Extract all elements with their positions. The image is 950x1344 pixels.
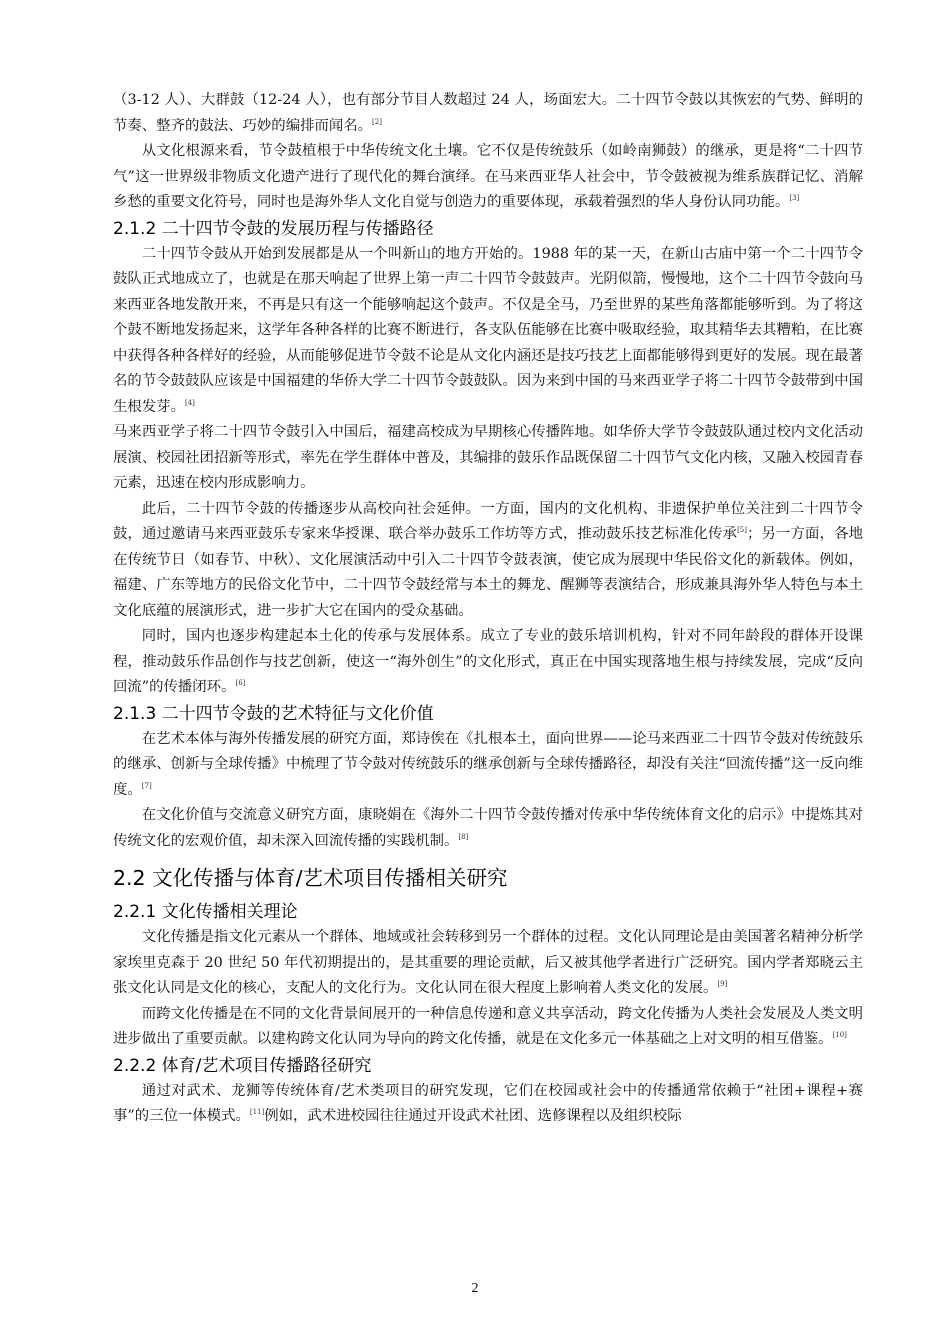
paragraph-text: 例如，武术进校园往往通过开设武术社团、选修课程以及组织校际 bbox=[264, 1108, 682, 1124]
citation-marker[interactable]: [7] bbox=[141, 781, 152, 790]
citation-marker[interactable]: [9] bbox=[717, 980, 728, 988]
paragraph-text: ；另一方面，各地在传统节日（如春节、中秋）、文化展演活动中引入二十四节令鼓表演，使它成为展现中华民俗文化的新载体。例如，福建、广东等地方的民俗文化节中，二十四节令鼓经常与本土的舞龙、醒狮等表演结合，形成兼具海外华人特色与本土文化底蕴的展演形式，进一步扩大它在国内的受众基础。 bbox=[113, 526, 863, 619]
heading-2-2: 2.2 文化传播与体育/艺术项目传播相关研究 bbox=[113, 866, 508, 890]
paragraph-10 bbox=[113, 1002, 863, 1053]
paragraph-text: 文化传播是指文化元素从一个群体、地域或社会转移到另一个群体的过程。文化认同理论是由美国著名精神分析学家埃里克森于 20 世纪 50 年代初期提出的，是其重要的理论贡献，后又被其他学者进行广泛研究。国内学者郑晓云主张文化认同是文化的核心，支配人的文化行为。文化认同在很大程度上影响着人类文化的发展。 bbox=[113, 929, 863, 996]
paragraph-text: 马来西亚学子将二十四节令鼓引入中国后，福建高校成为早期核心传播阵地。如华侨大学节令鼓鼓队通过校内文化活动展演、校园社团招新等形式，率先在学生群体中普及，其编排的鼓乐作品既保留二十四节气文化内核，又融入校园青春元素，迅速在校内形成影响力。 bbox=[113, 424, 863, 491]
citation-marker[interactable]: [10] bbox=[832, 1031, 847, 1039]
paragraph-text: 此后，二十四节令鼓的传播逐步从高校向社会延伸。一方面，国内的文化机构、非遗保护单位关注到二十四节令鼓，通过邀请马来西亚鼓乐专家来华授课、联合举办鼓乐工作坊等方式，推动鼓乐技艺标准化传承 bbox=[113, 500, 863, 542]
paragraph-3 bbox=[113, 242, 863, 421]
citation-marker[interactable]: [11] bbox=[249, 1108, 265, 1116]
paragraph-text: 在艺术本体与海外传播发展的研究方面，郑诗俟在《扎根本土，面向世界——论马来西亚二十四节令鼓对传统鼓乐的继承、创新与全球传播》中梳理了节令鼓对传统鼓乐的继承创新与全球传播路径，却没有关注“回流传播”这一反向维度。 bbox=[113, 730, 863, 798]
paragraph-5 bbox=[113, 497, 863, 625]
citation-marker[interactable]: [5] bbox=[737, 526, 747, 534]
paragraph-text: 二十四节令鼓从开始到发展都是从一个叫新山的地方开始的。1988 年的某一天，在新山古庙中第一个二十四节令鼓队正式地成立了，也就是在那天响起了世界上第一声二十四节令鼓鼓声。光阴似箭，慢慢地，这个二十四节令鼓向马来西亚各地发散开来，不再是只有这一个能够响起这个鼓声。不仅是全马，乃至世界的某些角落都能够听到。为了将这个鼓不断地发扬起来，这学年各种各样的比赛不断进行，各支队伍能够在比赛中吸取经验，取其精华去其糟粕，在比赛中获得各种各样好的经验，从而能够促进节令鼓不论是从文化内涵还是技巧技艺上面都能够得到更好的发展。现在最著名的节令鼓鼓队应该是中国福建的华侨大学二十四节令鼓鼓队。因为来到中国的马来西亚学子将二十四节令鼓带到中国生根发芽。 bbox=[113, 245, 863, 415]
paragraph-2 bbox=[113, 139, 863, 216]
body-text bbox=[113, 88, 863, 1130]
paragraph-6 bbox=[113, 624, 863, 701]
citation-marker[interactable]: [8] bbox=[458, 832, 469, 841]
heading-2-2-1: 2.2.1 文化传播相关理论 bbox=[113, 902, 298, 922]
paragraph-text: 通过对武术、龙狮等传统体育/艺术类项目的研究发现，它们在校园或社会中的传播通常依赖于“社团+课程+赛事”的三位一体模式。 bbox=[113, 1082, 863, 1124]
paragraph-1 bbox=[113, 88, 863, 139]
citation-marker[interactable]: [4] bbox=[184, 398, 195, 407]
page-number: 2 bbox=[471, 1281, 479, 1296]
paragraph-8 bbox=[113, 803, 863, 854]
citation-marker[interactable]: [2] bbox=[372, 117, 382, 126]
citation-marker[interactable]: [3] bbox=[789, 194, 800, 202]
heading-2-2-2: 2.2.2 体育/艺术项目传播路径研究 bbox=[113, 1055, 372, 1076]
paragraph-9 bbox=[113, 925, 863, 1002]
heading-2-1-3: 2.1.3 二十四节令鼓的艺术特征与文化价值 bbox=[113, 703, 434, 724]
citation-marker[interactable]: [6] bbox=[235, 679, 246, 687]
paragraph-7 bbox=[113, 727, 863, 804]
paragraph-text: 在文化价值与交流意义研究方面，康晓娟在《海外二十四节令鼓传播对传承中华传统体育文化的启示》中提炼其对传统文化的宏观价值，却未深入回流传播的实践机制。 bbox=[113, 807, 863, 849]
paragraph-text: （3-12 人）、大群鼓（12-24 人），也有部分节目人数超过 24 人，场面宏大。二十四节令鼓以其恢宏的气势、鲜明的节奏、整齐的鼓法、巧妙的编排而闻名。 bbox=[113, 92, 863, 134]
paragraph-text: 从文化根源来看，节令鼓植根于中华传统文化土壤。它不仅是传统鼓乐（如岭南狮鼓）的继承，更是将“二十四节气”这一世界级非物质文化遗产进行了现代化的舞台演绎。在马来西亚华人社会中，节令鼓被视为维系族群记忆、消解乡愁的重要文化符号，同时也是海外华人文化自觉与创造力的重要体现，承载着强烈的华人身份认同功能。 bbox=[113, 143, 863, 210]
paragraph-text: 同时，国内也逐步构建起本土化的传承与发展体系。成立了专业的鼓乐培训机构，针对不同年龄段的群体开设课程，推动鼓乐作品创作与技艺创新，使这一“海外创生”的文化形式，真正在中国实现落地生根与持续发展，完成“反向回流”的传播闭环。 bbox=[113, 628, 863, 695]
paragraph-text: 而跨文化传播是在不同的文化背景间展开的一种信息传递和意义共享活动，跨文化传播为人类社会发展及人类文明进步做出了重要贡献。以建构跨文化认同为导向的跨文化传播，就是在文化多元一体基础之上对文明的相互借鉴。 bbox=[113, 1005, 863, 1047]
heading-2-1-2: 2.1.2 二十四节令鼓的发展历程与传播路径 bbox=[113, 218, 434, 239]
paragraph-4 bbox=[113, 420, 863, 497]
paragraph-11 bbox=[113, 1079, 863, 1130]
